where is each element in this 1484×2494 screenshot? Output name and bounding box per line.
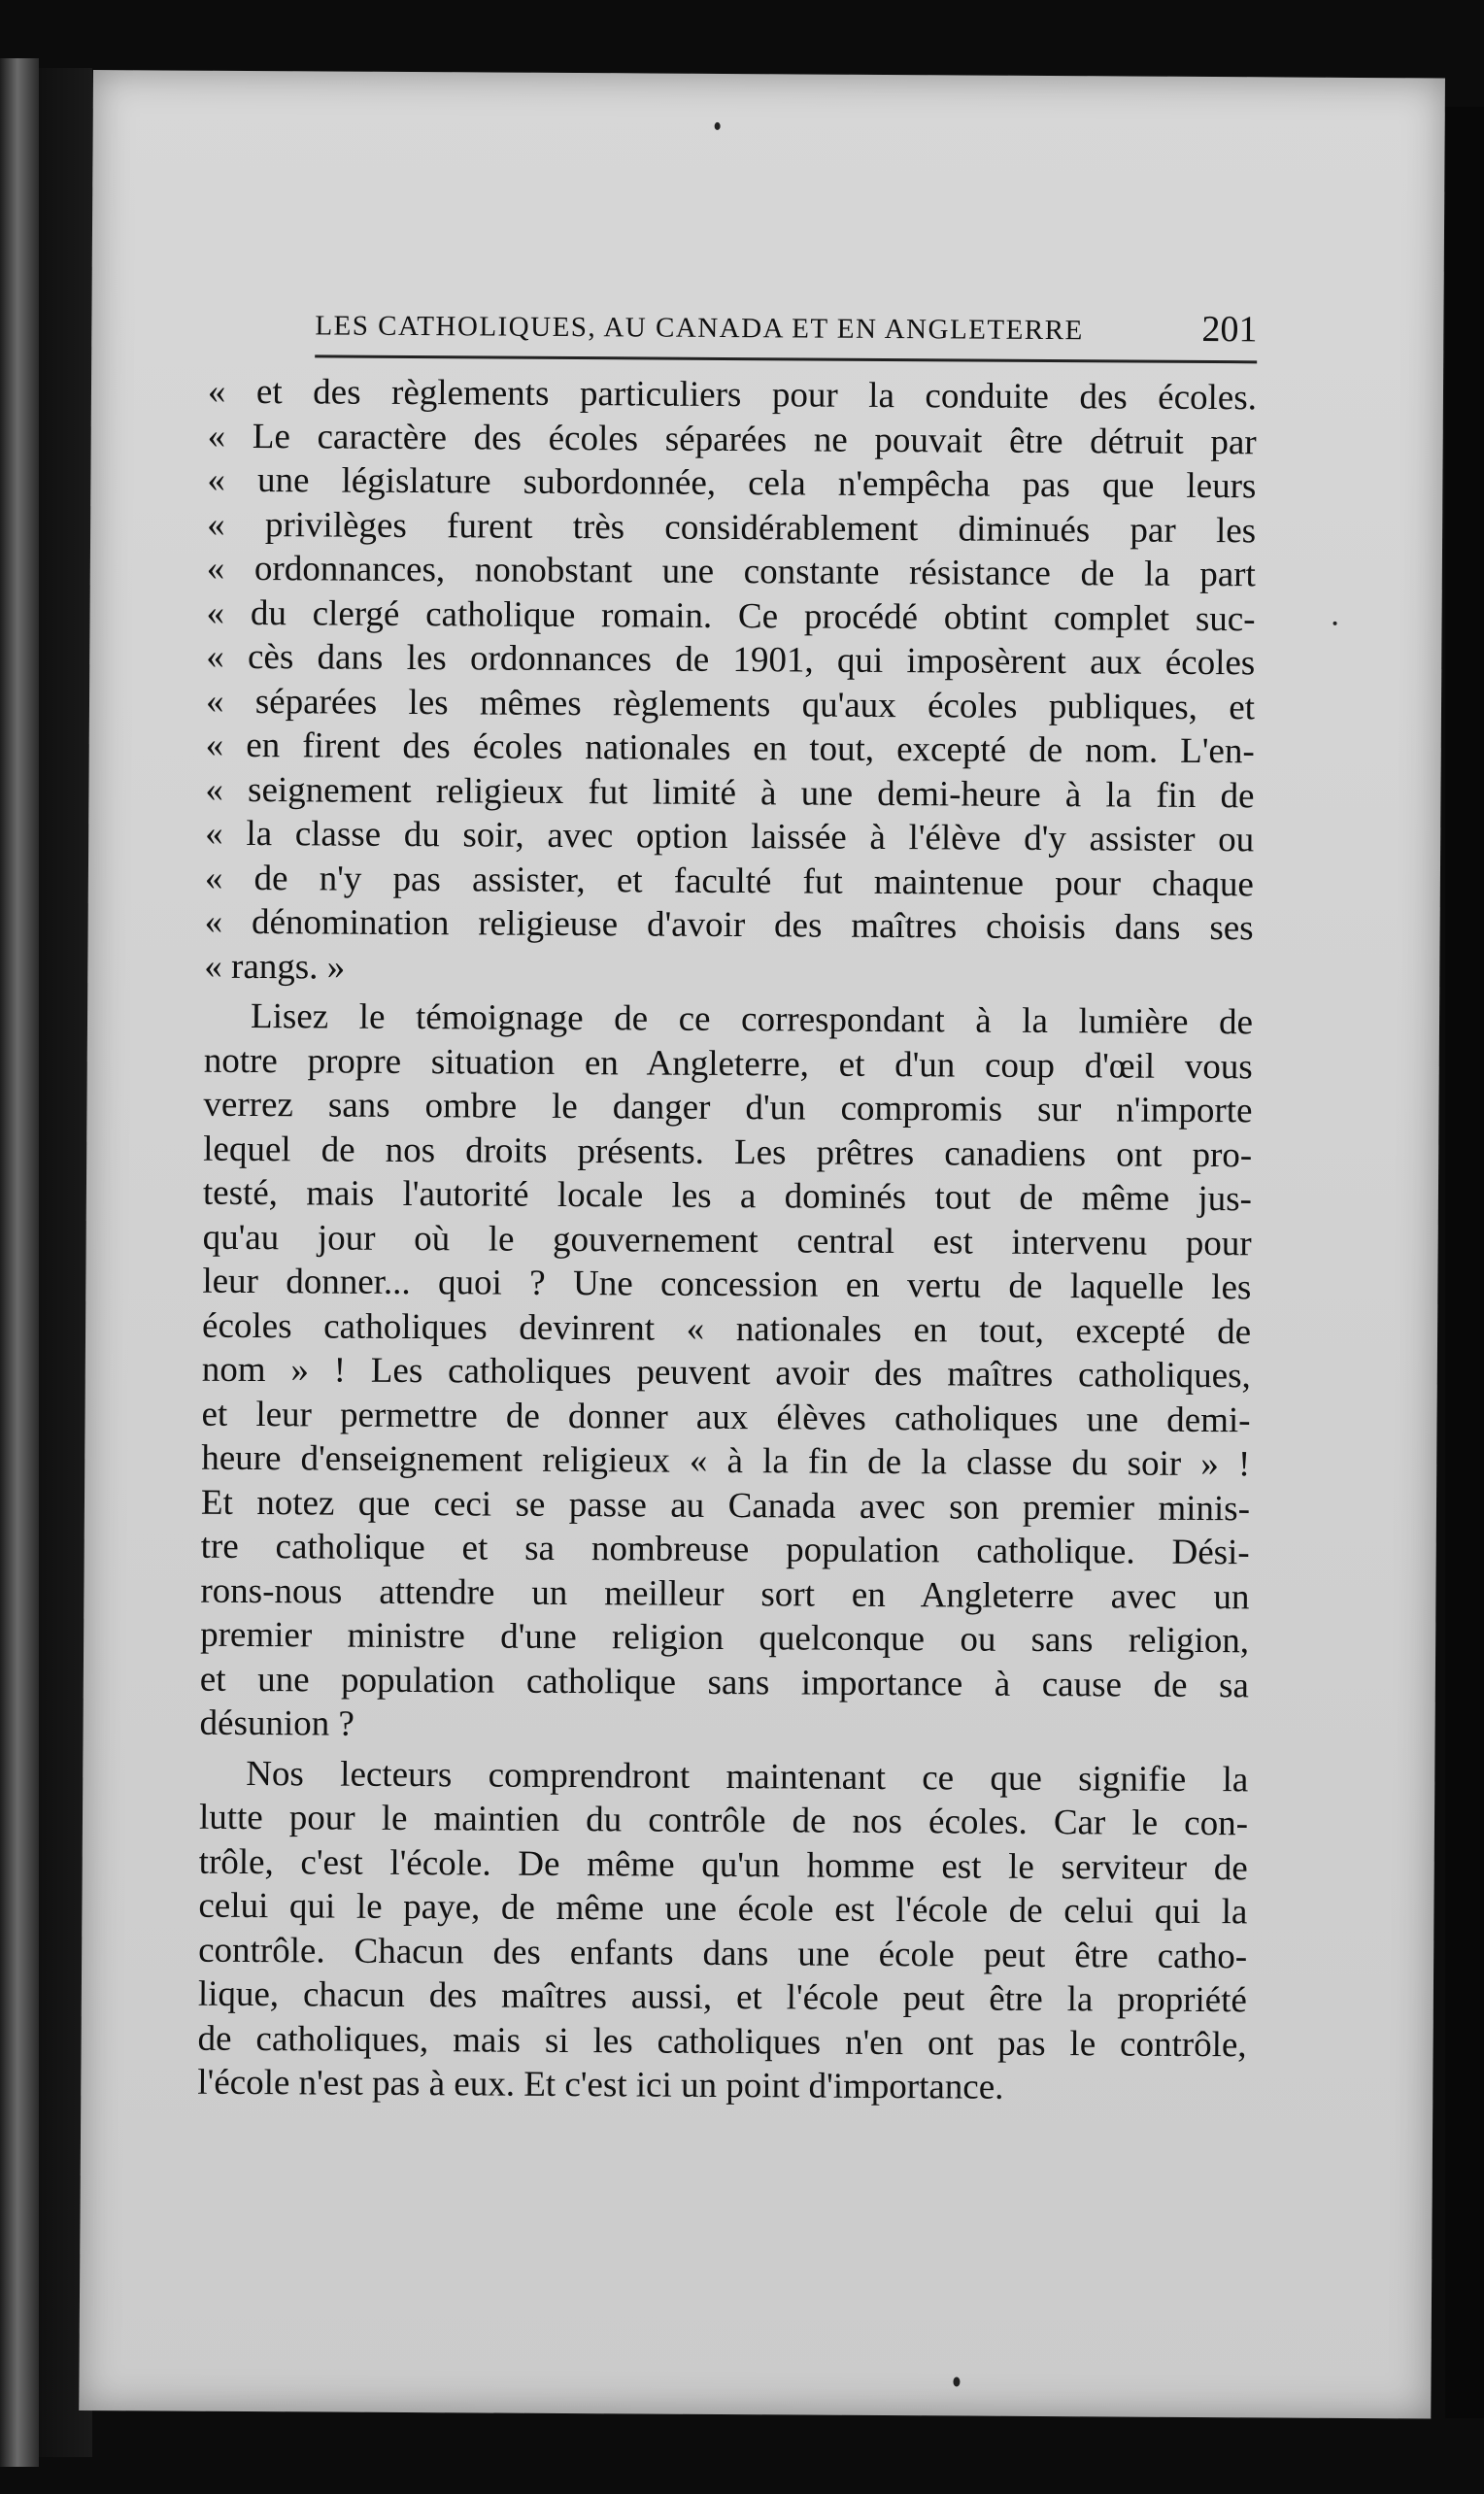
text-line: notre propre situation en Angleterre, et d'un coup d'œil vous — [203, 1040, 1253, 1087]
ink-speck — [715, 122, 721, 130]
text-line: lequel de nos droits présents. Les prêtres canadiens ont pro- — [203, 1129, 1253, 1175]
text-line: « séparées les mêmes règlements qu'aux écoles publiques, et — [205, 681, 1256, 727]
paragraph — [199, 994, 1253, 1752]
text-line: et une population catholique sans importance à cause de sa — [199, 1659, 1249, 1705]
text-line: « seignement religieux fut limité à une demi-heure à la fin de — [205, 769, 1255, 816]
text-line: heure d'enseignement religieux « à la fin de la classe du soir » ! — [201, 1437, 1251, 1485]
text-line: « la classe du soir, avec option laissée à l'élève d'y assister ou — [205, 813, 1255, 860]
book-binding-left — [0, 58, 39, 2467]
page-number: 201 — [1201, 308, 1258, 351]
text-line: « Le caractère des écoles séparées ne pouvait être détruit par — [207, 416, 1257, 462]
paragraph — [197, 1751, 1248, 2111]
text-line: nom » ! Les catholiques peuvent avoir des maîtres catholiques, — [201, 1349, 1251, 1397]
text-line: trôle, c'est l'école. De même qu'un homme est le serviteur de — [198, 1841, 1248, 1888]
text-line: de catholiques, mais si les catholiques n'en ont pas le contrôle, — [197, 2018, 1247, 2065]
text-line: « du clergé catholique romain. Ce procédé obtint complet suc- — [206, 592, 1256, 639]
text-line: contrôle. Chacun des enfants dans une école peut être catho- — [198, 1930, 1248, 1976]
text-line: qu'au jour où le gouvernement central est intervenu pour — [202, 1217, 1252, 1264]
text-line: tre catholique et sa nombreuse population catholique. Dési- — [200, 1526, 1250, 1573]
text-line: désunion ? — [199, 1702, 355, 1744]
running-title: LES CATHOLIQUES, AU CANADA ET EN ANGLETERRE — [315, 310, 1084, 347]
dark-border-right — [1445, 107, 1484, 2418]
text-line: et leur permettre de donner aux élèves catholiques une demi- — [201, 1394, 1251, 1440]
ink-speck — [953, 2376, 960, 2386]
text-line: écoles catholiques devinrent « nationales en tout, excepté de — [201, 1305, 1252, 1352]
text-line: lique, chacun des maîtres aussi, et l'école peut être la propriété — [197, 1973, 1248, 2021]
text-line: testé, mais l'autorité locale les a dominés tout de même jus- — [202, 1172, 1253, 1220]
text-line: premier ministre d'une religion quelconque ou sans religion, — [200, 1614, 1250, 1662]
book-page — [79, 70, 1445, 2418]
text-line: l'école n'est pas à eux. Et c'est ici un point d'importance. — [197, 2062, 1004, 2107]
text-line: « dénomination religieuse d'avoir des maîtres choisis dans ses — [204, 901, 1254, 949]
text-line: celui qui le paye, de même une école est l'école de celui qui la — [198, 1885, 1248, 1933]
text-line: Lisez le témoignage de ce correspondant à la lumière de — [250, 996, 1254, 1043]
text-line: Et notez que ceci se passe au Canada avec son premier minis- — [200, 1482, 1251, 1529]
text-line: « de n'y pas assister, et faculté fut maintenue pour chaque — [204, 858, 1255, 904]
text-line: « cès dans les ordonnances de 1901, qui imposèrent aux écoles — [206, 636, 1256, 684]
text-line: Nos lecteurs comprendront maintenant ce que signifie la — [246, 1753, 1249, 1800]
text-line: « privilèges furent très considérablement diminués par les — [207, 504, 1257, 551]
page-body-text — [197, 370, 1257, 2111]
text-line: « ordonnances, nonobstant une constante résistance de la part — [206, 548, 1256, 595]
text-line: « rangs. » — [204, 946, 346, 988]
text-line: « en firent des écoles nationales en tout, excepté de nom. L'en- — [205, 725, 1255, 772]
text-line: leur donner... quoi ? Une concession en vertu de laquelle les — [202, 1261, 1252, 1308]
text-line: « et des règlements particuliers pour la conduite des écoles. — [207, 371, 1258, 419]
paragraph — [204, 370, 1257, 995]
text-line: verrez sans ombre le danger d'un compromis sur n'importe — [203, 1084, 1253, 1131]
text-line: rons-nous attendre un meilleur sort en Angleterre avec un — [200, 1570, 1250, 1617]
ink-speck — [1333, 622, 1337, 625]
text-line: lutte pour le maintien du contrôle de nos écoles. Car le con- — [198, 1797, 1249, 1844]
text-line: « une législature subordonnée, cela n'empêcha pas que leurs — [207, 459, 1257, 507]
